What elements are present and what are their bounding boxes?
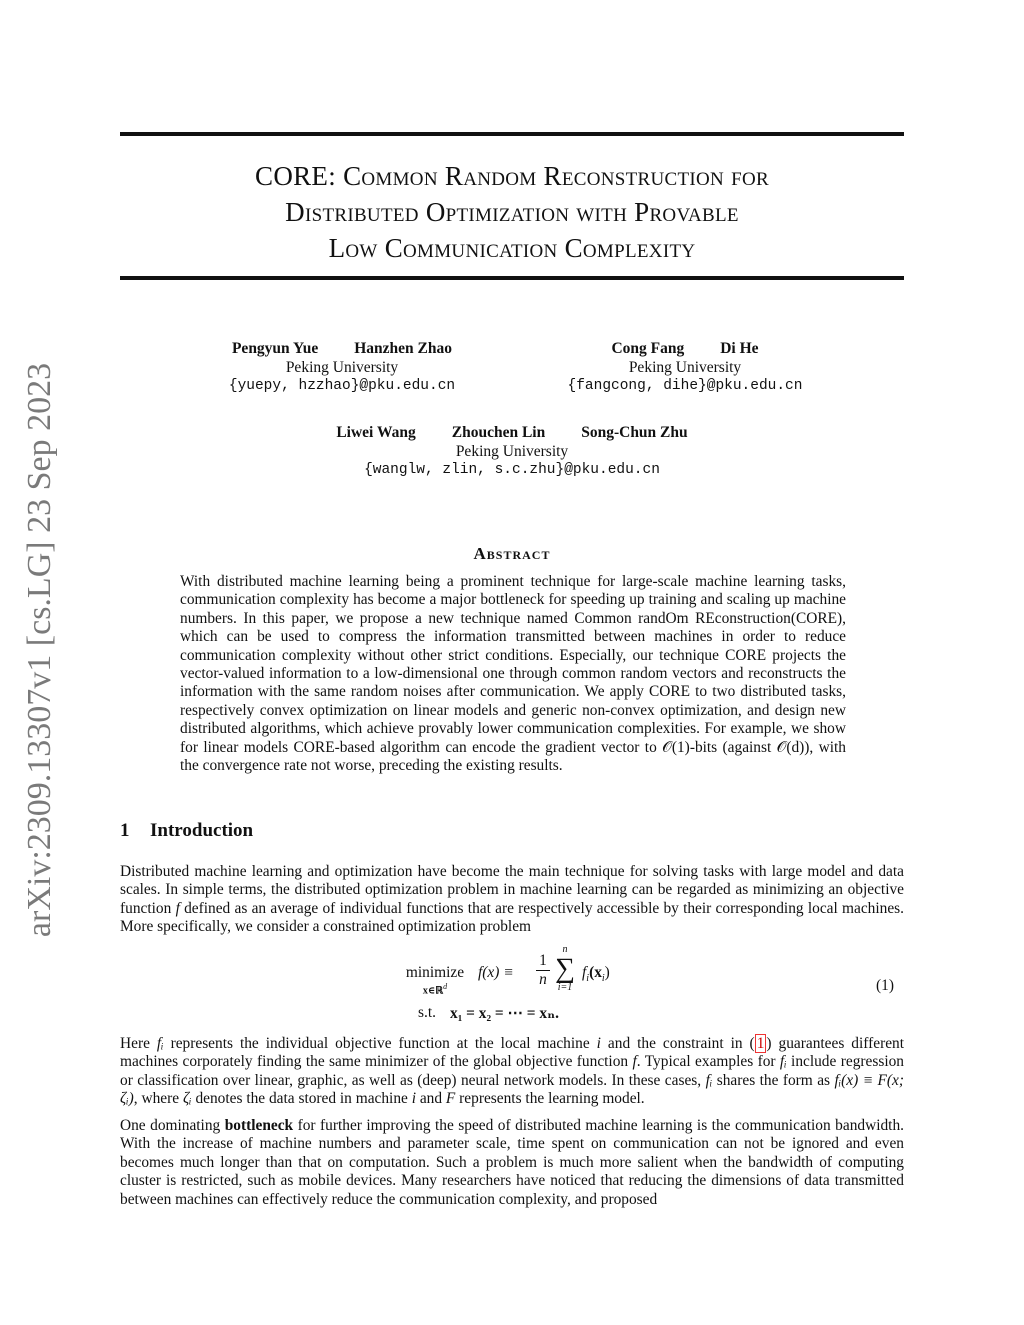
section-title: Introduction [150,820,254,841]
author-email: {fangcong, dihe}@pku.edu.cn [567,378,803,394]
math-inline: i [411,1090,416,1108]
eq-st: s.t. [418,1004,436,1021]
title-bottom-rule [120,276,904,280]
math-inline: i [596,1035,601,1052]
text-run: represents the individual objective function at the local machine [163,1035,597,1052]
title-line-2: Distributed Optimization with Provable [285,197,739,227]
math-inline: 𝒪(1) [662,738,690,756]
author-name: Cong Fang [611,340,685,357]
section-number: 1 [120,820,130,841]
bold-term: bottleneck [224,1117,294,1134]
abstract-text-part: -bits (against [689,738,777,756]
text-run: Distributed machine learning and optimization have become the main technique for solving tasks with large model and data scales. In simple terms, the distributed optimization problem in machine learning can be regarded as minimizing an objective function [120,863,904,917]
author-affiliation: Peking University [285,359,399,376]
author-email: {yuepy, hzzhao}@pku.edu.cn [228,378,456,394]
eq-sum-bottom: i=1 [557,982,573,993]
eq-frac-den: n [539,971,547,988]
author-name: Di He [720,340,759,357]
intro-paragraph-2: Here fᵢ represents the individual objective function at the local machine i and the constraint in ( 1 ) guarantees different machines corporately finding the same minimizer of the global objective function f. Typical examples for fᵢ include regression or classification over linear, graphic, as well as (deep) neural network models. In these cases, fᵢ shares the form as fᵢ(x) ≡ F(x; ζᵢ), where ζᵢ denotes the data stored in machine i and F represents the learning model. [120,1035,904,1108]
math-inline: fᵢ [779,1053,787,1071]
intro-paragraph-1 [120,863,904,937]
text-run: include regression or classification over linear, graphic, as well as (deep) neural network models. In these cases, [120,1053,904,1089]
text-run: One dominating [120,1117,225,1134]
math-inline: fᵢ(x) ≡ F(x; ζᵢ) [120,1071,904,1108]
author-name: Pengyun Yue [231,340,319,357]
math-inline: F [445,1090,456,1108]
equation-1 [360,944,780,1028]
author-name: Song-Chun Zhu [581,424,688,441]
author-affiliation: Peking University [628,359,742,376]
text-run: . Typical examples for [636,1053,780,1071]
eq-rhs-close: ) [604,964,610,981]
eq-rhs: f [582,964,587,981]
math-inline: fᵢ [156,1035,164,1052]
eq-rhs-arg-sub: i [601,973,605,985]
eq-sum-top: n [562,944,568,955]
eq-sub: x∈ℝ [422,985,444,997]
author-name: Zhouchen Lin [451,424,546,441]
eq-constraint: x₁ = x₂ = ⋯ = xₙ. [450,1005,559,1022]
eq-minimize: minimize [405,964,465,981]
eq-lhs: f(x) ≡ [478,964,514,981]
title-line-1: CORE: Common Random Reconstruction for [255,161,769,191]
author-group-1 [200,339,484,396]
text-run: shares the form as [712,1071,835,1089]
text-run: and [416,1090,446,1108]
math-inline: f [632,1053,637,1071]
text-run: , where [133,1090,183,1108]
paper-title [120,158,904,266]
eq-rhs-arg: (x [589,964,602,981]
title-top-rule [120,132,904,136]
abstract-heading: Abstract [473,544,551,563]
math-inline: 𝒪(d) [776,738,805,756]
title-line-3: Low Communication Complexity [328,233,696,263]
intro-paragraph-3 [120,1117,904,1209]
author-name: Hanzhen Zhao [354,340,453,357]
author-group-3 [300,423,724,480]
equation-number: (1) [876,977,894,994]
equation-reference-link[interactable]: 1 [756,1035,765,1052]
abstract-text [180,573,846,775]
eq-rhs-sub: i [586,973,590,985]
abstract-text-part: With distributed machine learning being a prominent technique for large-scale machine learning tasks, communication complexity has become a major bottleneck for speeding up training and scaling up machine numbers. In this paper, we propose a new technique named Common randOm REconstruction(CORE), which can be used to compress the information transmitted between machines in order to reduce communication complexity without other strict conditions. Especially, our technique CORE projects the vector-valued information to a low-dimensional one through common random vectors and reconstructs the information with the same random noises after communication. We apply CORE to two distributed tasks, respectively convex optimization on linear models and generic non-convex optimization, and design new distributed algorithms, which achieve provably lower communication complexities. For example, we show for linear models CORE-based algorithm can encode the gradient vector to [180,573,846,756]
text-run: Here [120,1035,157,1052]
eq-sub-sup: d [443,982,448,991]
author-affiliation: Peking University [455,443,569,460]
text-run: denotes the data stored in machine [191,1090,412,1108]
text-run: for further improving the speed of distributed machine learning is the communication bandwidth. With the increase of machine numbers and parameter scale, time spent on communication can not be ignored and even becomes much longer than that on computation. Such a problem is much more salient when the bandwidth of computing cluster is restricted, such as mobile devices. Many researchers have noticed that reducing the dimensions of data transmitted between machines can effectively reduce the communication complexity, and proposed [120,1117,904,1208]
abstract-text-part: ), with the convergence rate not worse, preceding the existing results. [180,738,847,775]
text-run: guarantees different machines corporately finding the same minimizer of the global objective function [120,1035,904,1071]
math-inline: fᵢ [705,1071,713,1089]
text-run: defined as an average of individual functions that are respectively accessible by their corresponding local machines. More specifically, we consider a constrained optimization problem [120,899,905,936]
text-run: and the constraint in [600,1035,750,1052]
math-inline: f [175,899,180,917]
arxiv-side-stamp: arXiv:2309.13307v1 [cs.LG] 23 Sep 2023 [21,362,58,938]
author-group-2 [540,339,830,396]
author-email: {wanglw, zlin, s.c.zhu}@pku.edu.cn [364,462,660,478]
eq-frac-num: 1 [539,952,547,969]
author-name: Liwei Wang [336,424,416,441]
math-inline: ζᵢ [182,1090,192,1108]
text-run: represents the learning model. [455,1090,645,1108]
section-heading [120,820,253,842]
eq-sum: ∑ [555,953,575,984]
